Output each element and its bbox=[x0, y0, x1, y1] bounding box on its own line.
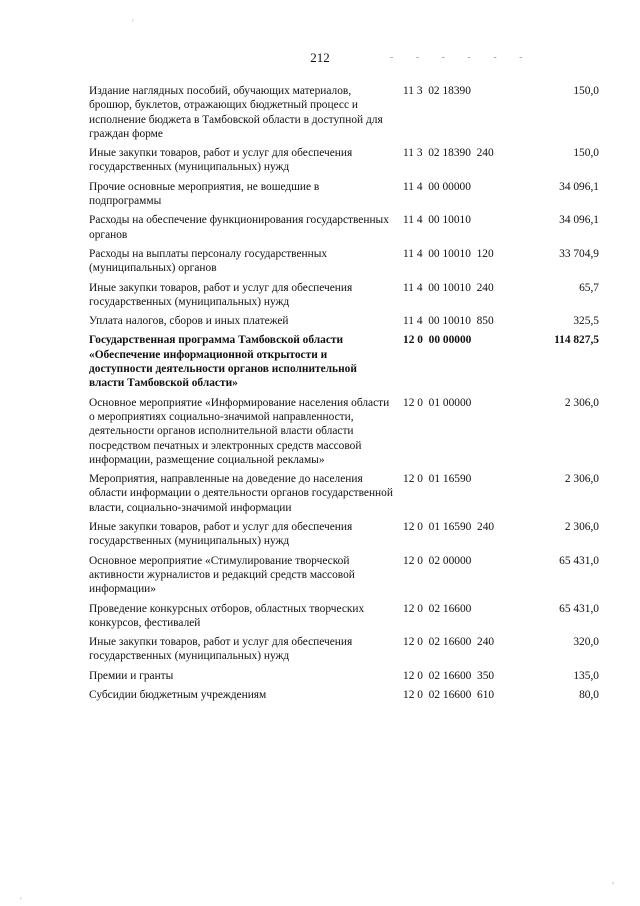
row-code: 12 0 02 16600 240 bbox=[403, 636, 495, 649]
table-row bbox=[89, 669, 599, 683]
table-row bbox=[89, 472, 599, 515]
row-code: 12 0 02 16600 bbox=[403, 602, 472, 615]
row-code: 11 4 00 10010 850 bbox=[403, 315, 494, 328]
table-row bbox=[89, 213, 599, 242]
table-row bbox=[89, 333, 599, 390]
table-row bbox=[89, 635, 599, 664]
row-code: 12 0 01 00000 bbox=[403, 396, 472, 409]
row-amount: 2 306,0 bbox=[564, 396, 599, 409]
row-amount: 2 306,0 bbox=[564, 473, 599, 486]
row-name: Иные закупки товаров, работ и услуг для обеспечения государственных (муниципальных) нужд bbox=[89, 281, 353, 308]
table-row bbox=[89, 84, 599, 141]
scan-marks: - - - - - - bbox=[390, 52, 533, 63]
row-code: 11 4 00 10010 bbox=[403, 214, 471, 227]
row-name: Государственная программа Тамбовской области «Обеспечение информационной открытости и доступности деятельности органов исполнительной власти Тамбовской области» bbox=[89, 334, 357, 390]
row-amount: 325,5 bbox=[573, 315, 599, 328]
scan-mark: , bbox=[612, 875, 615, 885]
row-amount: 34 096,1 bbox=[559, 214, 599, 227]
table-row bbox=[89, 602, 599, 631]
row-name: Основное мероприятие «Стимулирование творческой активности журналистов и редакций средств массовой информации» bbox=[89, 554, 355, 596]
row-amount: 2 306,0 bbox=[564, 521, 599, 534]
table-row bbox=[89, 314, 599, 328]
row-code: 12 0 01 16590 bbox=[403, 473, 472, 486]
page-number: 212 bbox=[310, 50, 330, 65]
row-code: 11 4 00 10010 240 bbox=[403, 281, 494, 294]
table-row bbox=[89, 396, 599, 467]
row-name: Расходы на обеспечение функционирования государственных органов bbox=[89, 214, 389, 241]
row-code: 12 0 02 00000 bbox=[403, 554, 472, 567]
row-amount: 80,0 bbox=[579, 688, 599, 701]
row-name: Иные закупки товаров, работ и услуг для обеспечения государственных (муниципальных) нужд bbox=[89, 147, 353, 174]
row-name: Основное мероприятие «Информирование населения области о мероприятиях социально-значимой направленности, деятельности органов исполнительной власти области посредством печатных и электронных средств массовой информации, размещение социальной рекламы» bbox=[89, 396, 390, 466]
row-name: Издание наглядных пособий, обучающих материалов, брошюр, буклетов, отражающих бюджетный процесс и исполнение бюджета в Тамбовской области в доступной для граждан форме bbox=[89, 85, 383, 140]
row-code: 11 3 02 18390 bbox=[403, 85, 471, 97]
row-amount: 33 704,9 bbox=[559, 247, 599, 260]
table-row bbox=[89, 281, 599, 310]
row-amount: 114 827,5 bbox=[554, 334, 599, 347]
table-row bbox=[89, 247, 599, 276]
row-name: Премии и гранты bbox=[89, 669, 174, 682]
row-code: 11 4 00 10010 120 bbox=[403, 247, 494, 260]
table-row bbox=[89, 688, 599, 702]
row-name: Прочие основные мероприятия, не вошедшие в подпрограммы bbox=[89, 180, 320, 208]
row-amount: 150,0 bbox=[573, 85, 599, 97]
row-name: Уплата налогов, сборов и иных платежей bbox=[89, 315, 289, 328]
scan-mark: ' bbox=[20, 896, 22, 906]
row-name: Иные закупки товаров, работ и услуг для обеспечения государственных (муниципальных) нужд bbox=[89, 521, 353, 548]
table-row bbox=[89, 554, 599, 597]
row-code: 11 3 02 18390 240 bbox=[403, 147, 494, 160]
row-code: 12 0 00 00000 bbox=[403, 334, 472, 347]
row-name: Иные закупки товаров, работ и услуг для обеспечения государственных (муниципальных) нужд bbox=[89, 636, 353, 663]
row-code: 12 0 02 16600 350 bbox=[403, 669, 495, 682]
row-amount: 65 431,0 bbox=[559, 554, 599, 567]
row-code: 11 4 00 00000 bbox=[403, 180, 471, 193]
row-name: Мероприятия, направленные на доведение до населения области информации о деятельности органов государственной власти, социально-значимой информации bbox=[89, 473, 393, 514]
table-row bbox=[89, 180, 599, 209]
row-name: Проведение конкурсных отборов, областных творческих конкурсов, фестивалей bbox=[89, 602, 365, 629]
scan-mark: ' bbox=[132, 18, 134, 28]
row-amount: 34 096,1 bbox=[559, 180, 599, 193]
budget-table bbox=[89, 84, 599, 707]
row-amount: 65 431,0 bbox=[559, 602, 599, 615]
row-amount: 320,0 bbox=[573, 636, 599, 649]
row-code: 12 0 01 16590 240 bbox=[403, 521, 495, 534]
table-row bbox=[89, 520, 599, 549]
row-name: Расходы на выплаты персоналу государственных (муниципальных) органов bbox=[89, 247, 328, 275]
row-name: Субсидии бюджетным учреждениям bbox=[89, 688, 267, 701]
table-row bbox=[89, 146, 599, 175]
row-amount: 135,0 bbox=[573, 669, 599, 682]
row-code: 12 0 02 16600 610 bbox=[403, 688, 495, 701]
row-amount: 65,7 bbox=[579, 281, 599, 294]
row-amount: 150,0 bbox=[573, 147, 599, 160]
